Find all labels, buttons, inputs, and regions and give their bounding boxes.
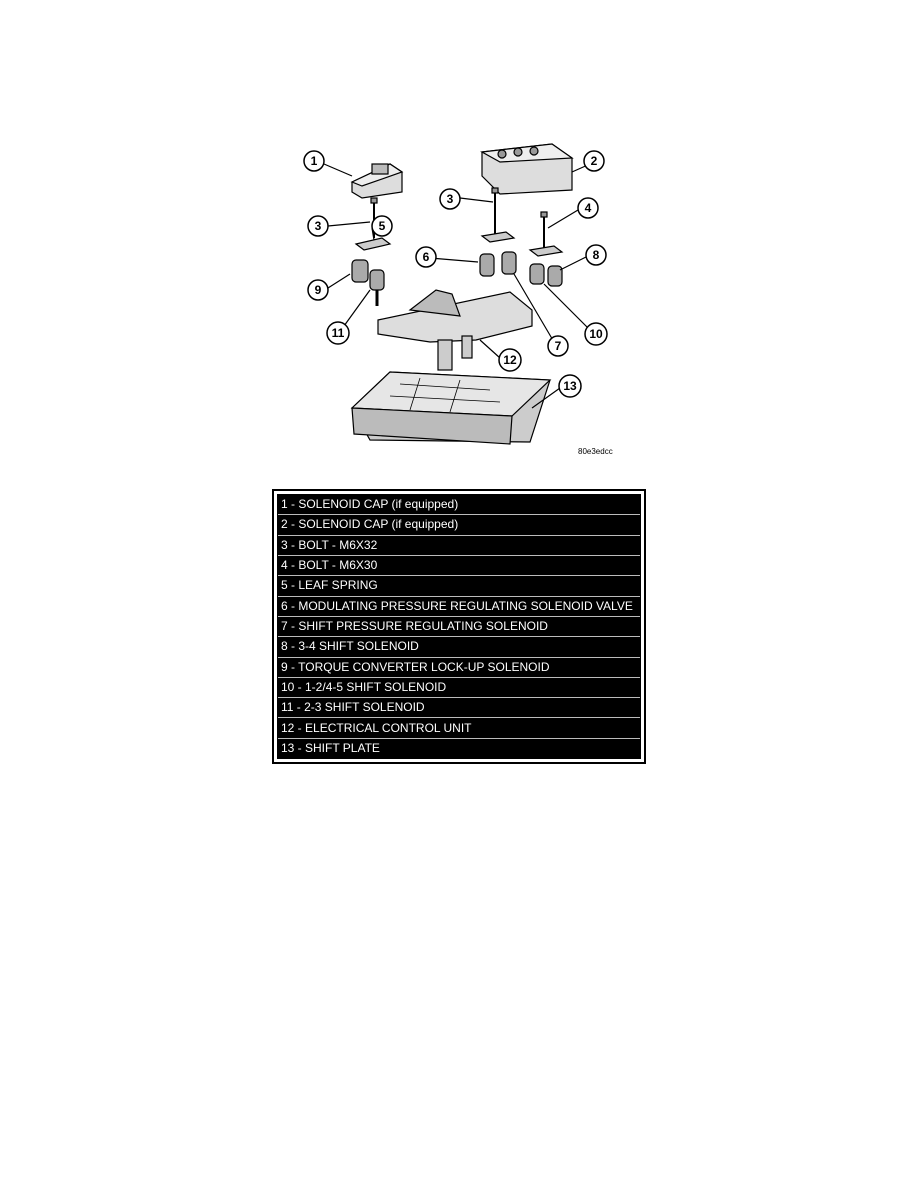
legend-item: 8 - 3-4 SHIFT SOLENOID xyxy=(278,637,640,657)
legend-item: 4 - BOLT - M6X30 xyxy=(278,556,640,576)
svg-text:2: 2 xyxy=(590,154,598,168)
callout-5 xyxy=(372,216,392,236)
legend-item: 5 - LEAF SPRING xyxy=(278,576,640,596)
diagram-svg xyxy=(290,140,630,460)
legend-item: 3 - BOLT - M6X32 xyxy=(278,536,640,556)
legend-list xyxy=(277,494,641,759)
bolt-right xyxy=(541,212,547,248)
callout-10 xyxy=(585,323,607,345)
legend-item: 10 - 1-2/4-5 SHIFT SOLENOID xyxy=(278,678,640,698)
callout-11 xyxy=(327,322,349,344)
callout-6 xyxy=(416,247,436,267)
exploded-diagram xyxy=(290,140,630,460)
svg-text:8: 8 xyxy=(592,248,600,262)
legend-item: 13 - SHIFT PLATE xyxy=(278,739,640,758)
callout-1 xyxy=(304,151,324,171)
figure-id: 80e3edcc xyxy=(578,447,613,456)
callout-8 xyxy=(586,245,606,265)
shift-plate xyxy=(352,372,550,444)
svg-text:13: 13 xyxy=(563,379,577,393)
callout-13 xyxy=(559,375,581,397)
svg-text:11: 11 xyxy=(331,326,345,340)
callout-9 xyxy=(308,280,328,300)
solenoid-6 xyxy=(480,254,494,276)
svg-text:10: 10 xyxy=(589,327,603,341)
svg-text:3: 3 xyxy=(446,192,454,206)
solenoid-cap-right xyxy=(482,144,572,194)
svg-text:9: 9 xyxy=(314,283,322,297)
callout-12 xyxy=(499,349,521,371)
bolt-center xyxy=(492,188,498,234)
svg-text:3: 3 xyxy=(314,219,322,233)
solenoid-8-10 xyxy=(530,264,562,286)
legend-item: 7 - SHIFT PRESSURE REGULATING SOLENOID xyxy=(278,617,640,637)
legend-item: 6 - MODULATING PRESSURE REGULATING SOLENOID VALVE xyxy=(278,597,640,617)
callout-7 xyxy=(548,336,568,356)
callout-2 xyxy=(584,151,604,171)
callout-3-left xyxy=(308,216,328,236)
solenoid-cap-left xyxy=(352,164,402,198)
solenoid-9 xyxy=(352,260,368,282)
callout-3-center xyxy=(440,189,460,209)
svg-text:5: 5 xyxy=(378,219,386,233)
svg-text:1: 1 xyxy=(310,154,318,168)
legend-item: 9 - TORQUE CONVERTER LOCK-UP SOLENOID xyxy=(278,658,640,678)
callout-4 xyxy=(578,198,598,218)
leaf-springs xyxy=(356,232,562,256)
svg-text:4: 4 xyxy=(584,201,592,215)
legend-item: 1 - SOLENOID CAP (if equipped) xyxy=(278,495,640,515)
legend-item: 12 - ELECTRICAL CONTROL UNIT xyxy=(278,718,640,738)
legend-table xyxy=(272,489,646,764)
solenoid-11 xyxy=(370,270,384,306)
solenoid-7 xyxy=(502,252,516,274)
legend-item: 11 - 2-3 SHIFT SOLENOID xyxy=(278,698,640,718)
svg-text:7: 7 xyxy=(554,339,562,353)
svg-text:12: 12 xyxy=(503,353,517,367)
svg-text:6: 6 xyxy=(422,250,430,264)
legend-item: 2 - SOLENOID CAP (if equipped) xyxy=(278,515,640,535)
